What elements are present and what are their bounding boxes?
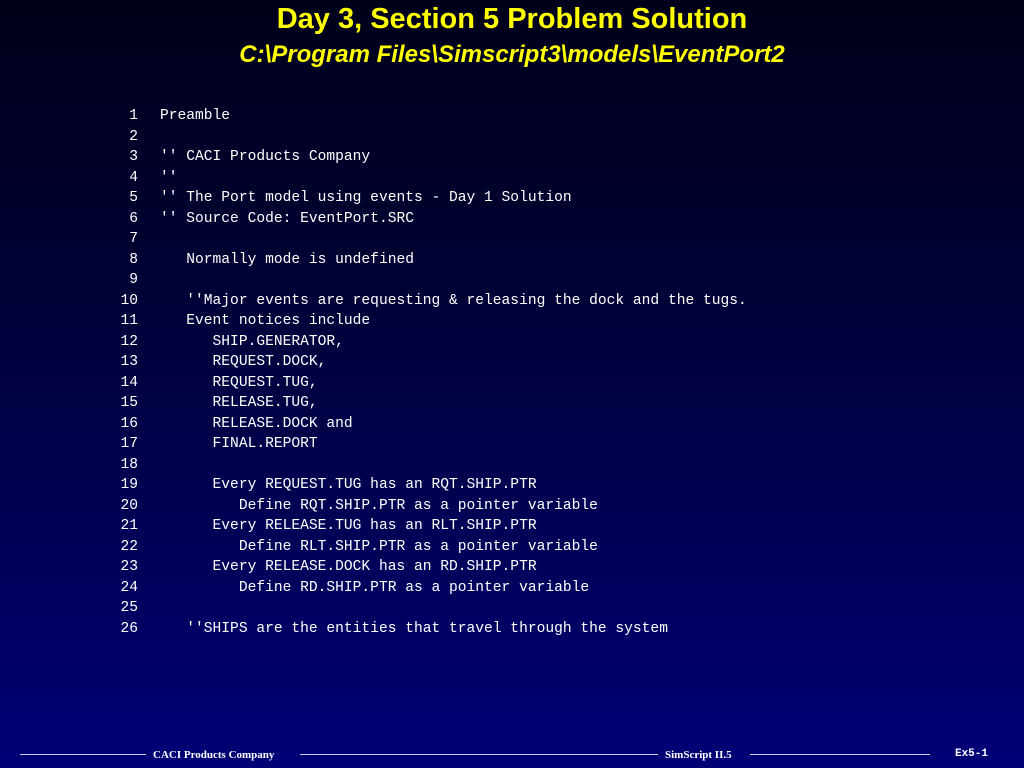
line-number: 19 [120, 477, 138, 493]
code-line [100, 291, 747, 312]
line-number: 14 [120, 374, 138, 391]
code-line [100, 270, 138, 291]
line-text: '' CACI Products Company [160, 149, 371, 165]
line-number: 22 [120, 538, 138, 555]
line-number: 13 [120, 354, 138, 370]
line-number: 18 [120, 456, 138, 473]
footer-rule-left [20, 754, 146, 755]
code-line [100, 250, 414, 271]
line-text: RELEASE.DOCK and [160, 415, 353, 432]
line-text: RELEASE.TUG, [160, 395, 318, 411]
footer-company: CACI Products Company [153, 749, 275, 761]
code-line [100, 578, 590, 599]
line-text: Every RELEASE.DOCK has an RD.SHIP.PTR [160, 559, 537, 575]
line-text: '' Source Code: EventPort.SRC [160, 210, 414, 227]
line-text: Every RELEASE.TUG has an RLT.SHIP.PTR [160, 518, 537, 534]
line-number: 10 [120, 292, 138, 309]
line-number: 20 [120, 497, 138, 514]
code-line [100, 106, 231, 127]
code-line [100, 496, 598, 517]
code-line [100, 373, 318, 394]
line-text: ''SHIPS are the entities that travel through the system [160, 620, 668, 637]
line-text: ''Major events are requesting & releasing the dock and the tugs. [160, 292, 747, 309]
line-number: 3 [129, 149, 138, 165]
footer-rule-middle [300, 754, 658, 755]
line-number: 11 [120, 313, 138, 329]
code-line [100, 557, 537, 578]
code-line [100, 352, 327, 373]
line-text: REQUEST.DOCK, [160, 354, 327, 370]
line-text: Every REQUEST.TUG has an RQT.SHIP.PTR [160, 477, 537, 493]
line-number: 25 [120, 600, 138, 616]
line-number: 15 [120, 395, 138, 411]
code-line [100, 598, 138, 619]
line-number: 2 [129, 128, 138, 145]
line-number: 17 [120, 436, 138, 452]
line-text: SHIP.GENERATOR, [160, 333, 344, 350]
line-number: 6 [129, 210, 138, 227]
code-line [100, 434, 318, 455]
line-text: '' [160, 169, 178, 186]
code-line [100, 188, 572, 209]
code-line [100, 332, 344, 353]
slide-title: Day 3, Section 5 Problem Solution [276, 3, 748, 35]
line-text: REQUEST.TUG, [160, 374, 318, 391]
footer-product: SimScript II.5 [665, 749, 732, 761]
code-line [100, 311, 371, 332]
code-line [100, 516, 537, 537]
line-text: Define RQT.SHIP.PTR as a pointer variable [160, 497, 598, 514]
line-number: 26 [120, 620, 138, 637]
line-number: 12 [120, 333, 138, 350]
slide-number: Ex5-1 [954, 748, 988, 760]
line-number: 24 [120, 579, 138, 596]
code-line [100, 455, 138, 476]
line-text: Define RD.SHIP.PTR as a pointer variable [160, 579, 590, 596]
line-number: 23 [120, 559, 138, 575]
line-text: Define RLT.SHIP.PTR as a pointer variable [160, 538, 598, 555]
code-line [100, 229, 138, 250]
code-line [100, 127, 138, 148]
line-number: 21 [120, 518, 138, 534]
code-line [100, 619, 668, 640]
line-text: Preamble [160, 108, 231, 124]
line-text: '' The Port model using events - Day 1 Solution [160, 190, 572, 206]
line-number: 5 [129, 190, 138, 206]
line-number: 8 [129, 251, 138, 268]
line-number: 16 [120, 415, 138, 432]
line-text: FINAL.REPORT [160, 436, 318, 452]
code-listing [100, 106, 747, 639]
footer-rule-right [750, 754, 930, 755]
line-number: 7 [129, 231, 138, 247]
code-line [100, 414, 353, 435]
line-number: 9 [129, 272, 138, 288]
line-number: 1 [129, 108, 138, 124]
code-line [100, 475, 537, 496]
line-text: Event notices include [160, 313, 371, 329]
slide-subtitle-path: C:\Program Files\Simscript3\models\EventPort2 [239, 41, 785, 68]
code-line [100, 393, 318, 414]
code-line [100, 147, 371, 168]
code-line [100, 537, 598, 558]
code-line [100, 209, 414, 230]
code-line [100, 168, 178, 189]
line-text: Normally mode is undefined [160, 251, 414, 268]
line-number: 4 [129, 169, 138, 186]
